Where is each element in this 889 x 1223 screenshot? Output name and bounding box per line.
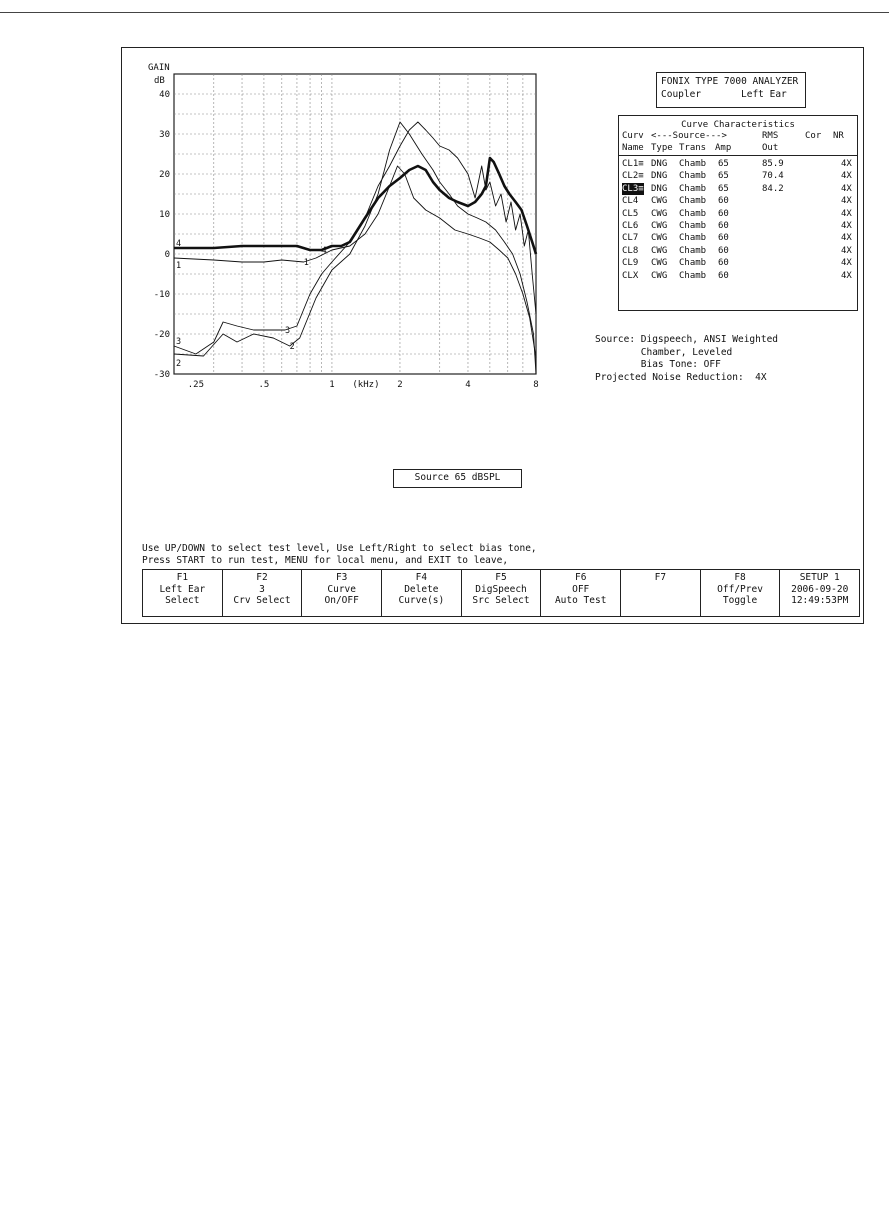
curve-table-header	[619, 131, 857, 156]
curve-row[interactable]	[619, 270, 857, 282]
ear-label: Left Ear	[741, 89, 787, 100]
curve-amp: 65	[718, 159, 729, 169]
analyzer-header-box	[656, 72, 806, 108]
curve-name: CL4	[622, 196, 639, 207]
y-tick-label: -20	[153, 330, 170, 340]
hdr-out: Out	[762, 143, 779, 153]
source-info-line: Chamber, Leveled	[595, 346, 733, 358]
f8-button[interactable]	[701, 570, 781, 616]
series-label: 2	[176, 359, 182, 369]
curve-nr: 4X	[841, 159, 852, 169]
curve-row[interactable]	[619, 220, 857, 232]
source-info-line: Bias Tone: OFF	[595, 359, 721, 370]
date-readout: 2006-09-20	[791, 583, 849, 595]
curve-amp: 60	[718, 245, 729, 256]
curve-type: CWG	[651, 208, 668, 219]
fkey-label: F2	[256, 572, 268, 583]
curve-type: CWG	[651, 270, 668, 281]
source-level-box[interactable]: Source 65 dBSPL	[393, 469, 522, 488]
curve-amp: 60	[718, 258, 729, 269]
curve-row[interactable]	[619, 232, 857, 244]
x-tick-label: 8	[533, 380, 539, 390]
fkey-action: On/OFF	[324, 595, 359, 606]
y-tick-label: 0	[164, 250, 170, 260]
curve-amp: 60	[718, 233, 729, 244]
fkey-label: F5	[495, 572, 507, 583]
curve-type: CWG	[651, 233, 668, 244]
hdr-trans: Trans	[679, 143, 707, 153]
curve-type: CWG	[651, 258, 668, 269]
help-line: Press START to run test, MENU for local menu, and EXIT to leave,	[142, 554, 509, 566]
curve-amp: 65	[718, 171, 729, 182]
setup-label: SETUP 1	[799, 572, 840, 583]
curve-name: CL8	[622, 245, 639, 256]
fkey-action: Src Select	[472, 595, 530, 606]
hdr-cor: Cor	[805, 131, 822, 141]
curve-row[interactable]	[619, 195, 857, 207]
curve-rms: 85.9	[762, 159, 784, 169]
fkey-label: F4	[415, 572, 428, 583]
curve-name: CLX	[622, 270, 639, 281]
curve-amp: 60	[718, 220, 729, 231]
gain-chart	[122, 48, 582, 408]
curve-amp: 65	[718, 183, 729, 194]
curve-trans: Chamb	[679, 245, 707, 256]
analyzer-model: FONIX TYPE 7000 ANALYZER	[661, 76, 799, 87]
fkey-action: Auto Test	[554, 595, 607, 606]
fkey-value: Left Ear	[159, 583, 206, 595]
hdr-amp: Amp	[715, 143, 732, 153]
fkey-value: Delete	[404, 583, 439, 595]
series-label: 1	[303, 258, 309, 268]
page-top-rule	[0, 12, 889, 13]
fkey-label: F1	[176, 572, 189, 583]
curve-nr: 4X	[841, 183, 852, 194]
fkey-value: Off/Prev	[717, 583, 763, 595]
curve-nr: 4X	[841, 245, 852, 256]
curve-type: CWG	[651, 196, 668, 207]
y-axis-title: GAIN	[148, 63, 170, 73]
hdr-type: Type	[651, 143, 673, 153]
help-text	[142, 543, 537, 566]
fkey-label: F3	[335, 572, 348, 583]
curve-trans: Chamb	[679, 159, 707, 169]
x-tick-label: 1	[329, 380, 335, 390]
curve-type: CWG	[651, 220, 668, 231]
x-tick-label: 2	[397, 380, 403, 390]
y-tick-label: -30	[153, 370, 170, 380]
help-line: Use UP/DOWN to select test level, Use Left/Right to select bias tone,	[142, 543, 537, 554]
curve-amp: 60	[718, 208, 729, 219]
curve-row[interactable]	[619, 208, 857, 220]
plot-frame	[174, 74, 536, 374]
curve-type: DNG	[651, 171, 668, 182]
fkey-value: 3	[259, 583, 265, 595]
curve-trans: Chamb	[679, 183, 707, 194]
curve-trans: Chamb	[679, 258, 707, 269]
curve-table-body	[619, 156, 857, 282]
curve-nr: 4X	[841, 171, 852, 182]
fkey-label: F8	[734, 572, 746, 583]
curve-nr: 4X	[841, 196, 852, 207]
curve-rms: 70.4	[762, 171, 784, 182]
curve-rms: 84.2	[762, 183, 784, 194]
y-tick-label: -10	[153, 290, 170, 300]
f5-button[interactable]	[462, 570, 542, 616]
coupler-label: Coupler	[661, 89, 702, 100]
x-tick-label: .5	[258, 380, 270, 390]
fkey-label: F7	[654, 572, 667, 583]
fkey-action: Crv Select	[233, 595, 291, 606]
fkey-value: OFF	[572, 583, 590, 595]
curve-name: CL6	[622, 220, 639, 231]
f6-button[interactable]	[541, 570, 621, 616]
y-tick-label: 40	[159, 90, 170, 100]
y-tick-label: 20	[159, 170, 170, 180]
curve-trans: Chamb	[679, 208, 707, 219]
source-info	[595, 334, 778, 384]
x-tick-label: .25	[187, 380, 205, 390]
fkey-action: Toggle	[722, 595, 758, 606]
curve-amp: 60	[718, 196, 729, 207]
curve-trans: Chamb	[679, 196, 707, 207]
curve-name: CL5	[622, 208, 639, 219]
f7-button[interactable]	[621, 570, 701, 616]
curve-nr: 4X	[841, 233, 852, 244]
hdr-name: Name	[622, 143, 644, 153]
f1-button[interactable]	[143, 570, 223, 616]
f3-button[interactable]	[302, 570, 382, 616]
curve-trans: Chamb	[679, 233, 707, 244]
series-label: 2	[289, 342, 295, 352]
curve-amp: 60	[718, 270, 729, 281]
curve-name: CL1≡	[622, 159, 644, 169]
hdr-curv: Curv	[622, 131, 644, 141]
curve-row[interactable]	[619, 245, 857, 257]
analyzer-screen	[121, 47, 864, 624]
function-key-bar	[142, 569, 860, 617]
series-label: 3	[285, 326, 291, 336]
setup-status	[780, 570, 859, 616]
y-axis-unit: dB	[154, 76, 165, 86]
fkey-action: Select	[165, 595, 200, 606]
time-readout: 12:49:53PM	[791, 595, 849, 606]
x-tick-label: 4	[465, 380, 471, 390]
x-axis-unit: (kHz)	[352, 380, 380, 390]
curve-trans: Chamb	[679, 171, 707, 182]
hdr-rms: RMS	[762, 131, 779, 141]
noise-reduction-line: Projected Noise Reduction: 4X	[595, 371, 767, 383]
curve-name: CL9	[622, 258, 639, 269]
curve-row-selected[interactable]	[619, 183, 857, 195]
curve-trans: Chamb	[679, 220, 707, 231]
hdr-source: <---Source--->	[651, 131, 727, 141]
curve-nr: 4X	[841, 208, 852, 219]
y-tick-label: 30	[159, 130, 170, 140]
curve-table-title: Curve Characteristics	[681, 120, 795, 130]
curve-nr: 4X	[841, 270, 852, 281]
f2-button[interactable]	[223, 570, 303, 616]
fkey-value: Curve	[327, 583, 356, 595]
curve-name: CL7	[622, 233, 639, 244]
curve-row[interactable]	[619, 257, 857, 269]
fkey-label: F6	[574, 572, 587, 583]
curve-nr: 4X	[841, 220, 852, 231]
source-info-line: Source: Digspeech, ANSI Weighted	[595, 334, 779, 345]
series-label: 3	[176, 337, 182, 347]
f4-button[interactable]	[382, 570, 462, 616]
curve-name: CL3≡	[622, 183, 644, 194]
curve-type: DNG	[651, 159, 668, 169]
curve-trans: Chamb	[679, 270, 707, 281]
curve-name: CL2≡	[622, 171, 644, 182]
y-tick-label: 10	[159, 210, 170, 220]
curve-row[interactable]	[619, 170, 857, 182]
curve-type: DNG	[651, 183, 668, 194]
curve-characteristics-table	[618, 115, 858, 311]
fkey-action: Curve(s)	[398, 595, 445, 606]
fkey-value: DigSpeech	[475, 583, 527, 595]
curve-row[interactable]	[619, 158, 857, 170]
curve-nr: 4X	[841, 258, 852, 269]
hdr-nr: NR	[833, 131, 844, 141]
series-label: 4	[176, 239, 182, 249]
curve-type: CWG	[651, 245, 668, 256]
series-label: 1	[176, 261, 182, 271]
series-label: 4	[321, 246, 327, 256]
